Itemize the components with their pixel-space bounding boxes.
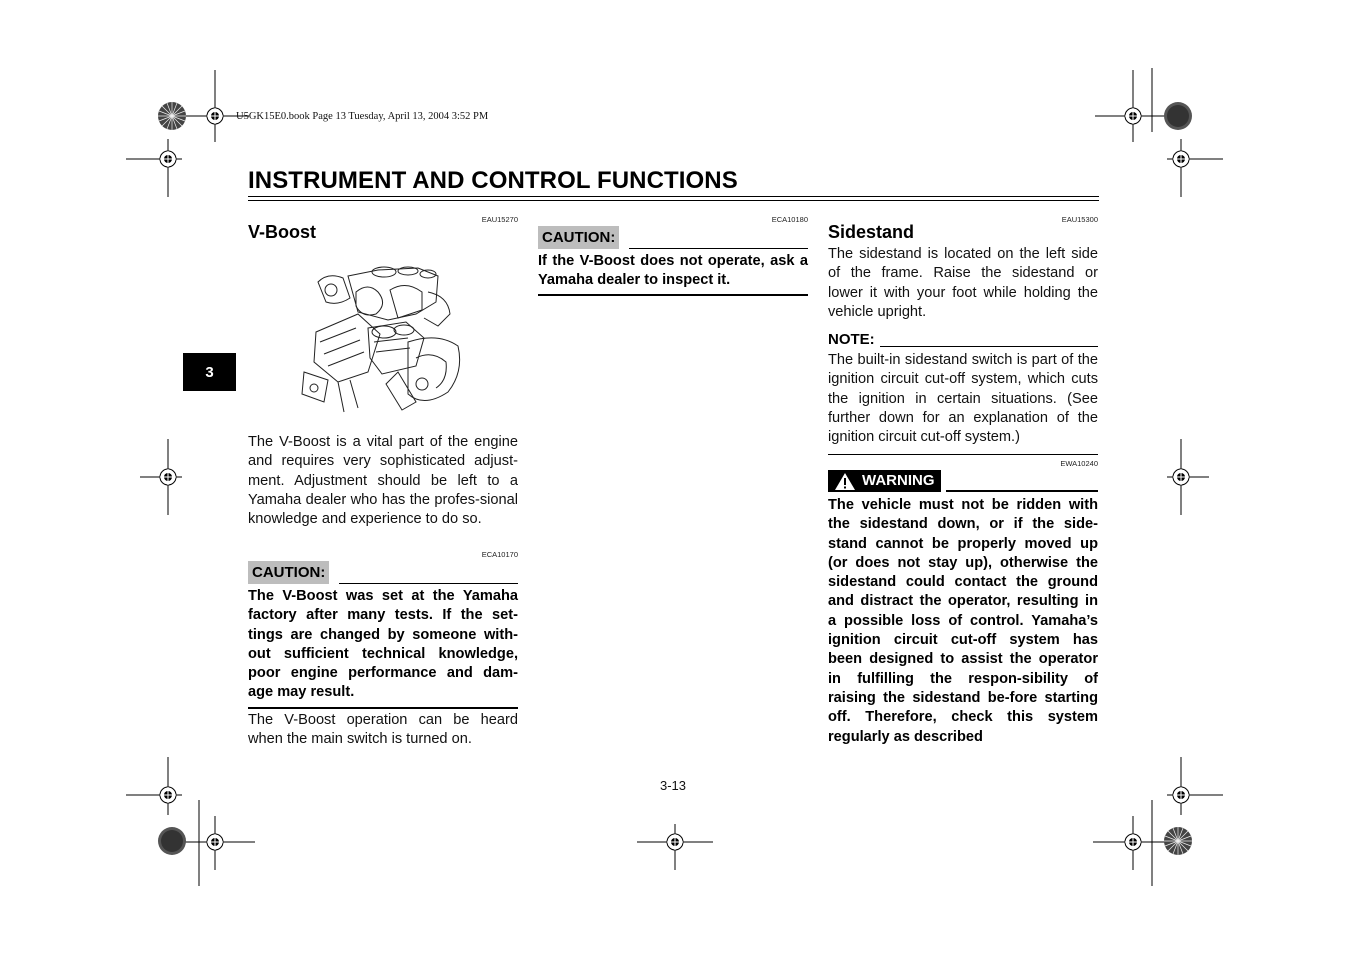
caution-text: The V-Boost was set at the Yamaha factory after many tests. If the set-tings are changed by someone with-out sufficient technical knowledge, poor engine performance and dam-age may result. bbox=[248, 588, 518, 701]
warning-text: The vehicle must not be ridden with the sidestand down, or if the side-stand cannot be properly moved up (or does not stay up), otherwise the sidestand could contact the ground and distract the operator, resulting in a possible loss of control. Yamaha’s ignition circuit cut-off system has been designed to assist the operator in fulfilling the respon-sibility of raising the sidestand be-fore starting off. Therefore, check this system regularly as described bbox=[828, 497, 1098, 745]
sidestand-description: The sidestand is located on the left side of the frame. Raise the sidestand or lower it with your foot while holding the vehicle upright. bbox=[828, 246, 1098, 320]
starburst-color-target-icon bbox=[1163, 101, 1193, 131]
caution-rule bbox=[339, 583, 518, 584]
note-label: NOTE: bbox=[828, 331, 875, 348]
crosshair-registration-icon bbox=[1181, 477, 1182, 478]
crosshair-registration-icon bbox=[1133, 116, 1134, 117]
caution-end-rule bbox=[248, 707, 518, 709]
warning-label-box bbox=[828, 470, 941, 492]
starburst-color-target-icon bbox=[1163, 826, 1193, 856]
caution-code: ECA10180 bbox=[771, 215, 808, 224]
crosshair-registration-icon bbox=[675, 842, 676, 843]
note-rule bbox=[880, 346, 1098, 347]
note-end-rule bbox=[828, 454, 1098, 455]
page-title: INSTRUMENT AND CONTROL FUNCTIONS bbox=[248, 167, 738, 194]
crosshair-registration-icon bbox=[1181, 159, 1182, 160]
title-rule bbox=[248, 200, 1099, 201]
section-code: EAU15300 bbox=[1061, 215, 1098, 224]
starburst-color-target-icon bbox=[157, 826, 187, 856]
page-number: 3-13 bbox=[660, 778, 687, 793]
caution-code: ECA10170 bbox=[481, 550, 518, 559]
title-rule bbox=[248, 196, 1099, 197]
caution-label-box bbox=[538, 226, 619, 249]
caution-end-rule bbox=[538, 294, 808, 296]
crosshair-registration-icon bbox=[215, 842, 216, 843]
caution-label-box bbox=[248, 561, 329, 584]
vboost-operation-note: The V-Boost operation can be heard when the main switch is turned on. bbox=[248, 712, 518, 748]
warning-triangle-icon bbox=[834, 472, 856, 491]
trim-line bbox=[1151, 68, 1153, 132]
trim-line bbox=[198, 800, 200, 886]
crosshair-registration-icon bbox=[168, 159, 169, 160]
crosshair-registration-icon bbox=[198, 70, 199, 71]
crosshair-registration-icon bbox=[1133, 842, 1134, 843]
caution-text: If the V-Boost does not operate, ask a Yamaha dealer to inspect it. bbox=[538, 253, 808, 289]
crosshair-registration-icon bbox=[1181, 795, 1182, 796]
crosshair-registration-icon bbox=[168, 795, 169, 796]
section-heading-sidestand: Sidestand bbox=[828, 222, 915, 242]
vboost-description: The V-Boost is a vital part of the engine and requires very sophisticated adjust-ment. Adjustment should be left to a Yamaha dealer who has the profes-sional knowledge and experience to do so. bbox=[248, 434, 518, 528]
book-header: U5GK15E0.book Page 13 Tuesday, April 13, 2004 3:52 PM bbox=[236, 111, 489, 122]
trim-line bbox=[1151, 800, 1153, 886]
section-tab: 3 bbox=[183, 353, 236, 391]
starburst-color-target-icon bbox=[157, 101, 187, 131]
caution-rule bbox=[629, 248, 808, 249]
section-code: EAU15270 bbox=[481, 215, 518, 224]
warning-label: WARNING bbox=[862, 472, 935, 489]
section-heading-vboost: V-Boost bbox=[248, 222, 317, 242]
engine-illustration bbox=[298, 262, 468, 417]
caution-label: CAUTION: bbox=[538, 226, 619, 249]
crosshair-registration-icon bbox=[168, 477, 169, 478]
warning-code: EWA10240 bbox=[1060, 459, 1098, 468]
warning-rule bbox=[946, 490, 1098, 492]
note-text: The built-in sidestand switch is part of the ignition circuit cut-off system, which cuts the ignition in certain situations. (See further down for an explanation of the ignition circuit cut-off system.) bbox=[828, 352, 1098, 446]
caution-label: CAUTION: bbox=[248, 561, 329, 584]
